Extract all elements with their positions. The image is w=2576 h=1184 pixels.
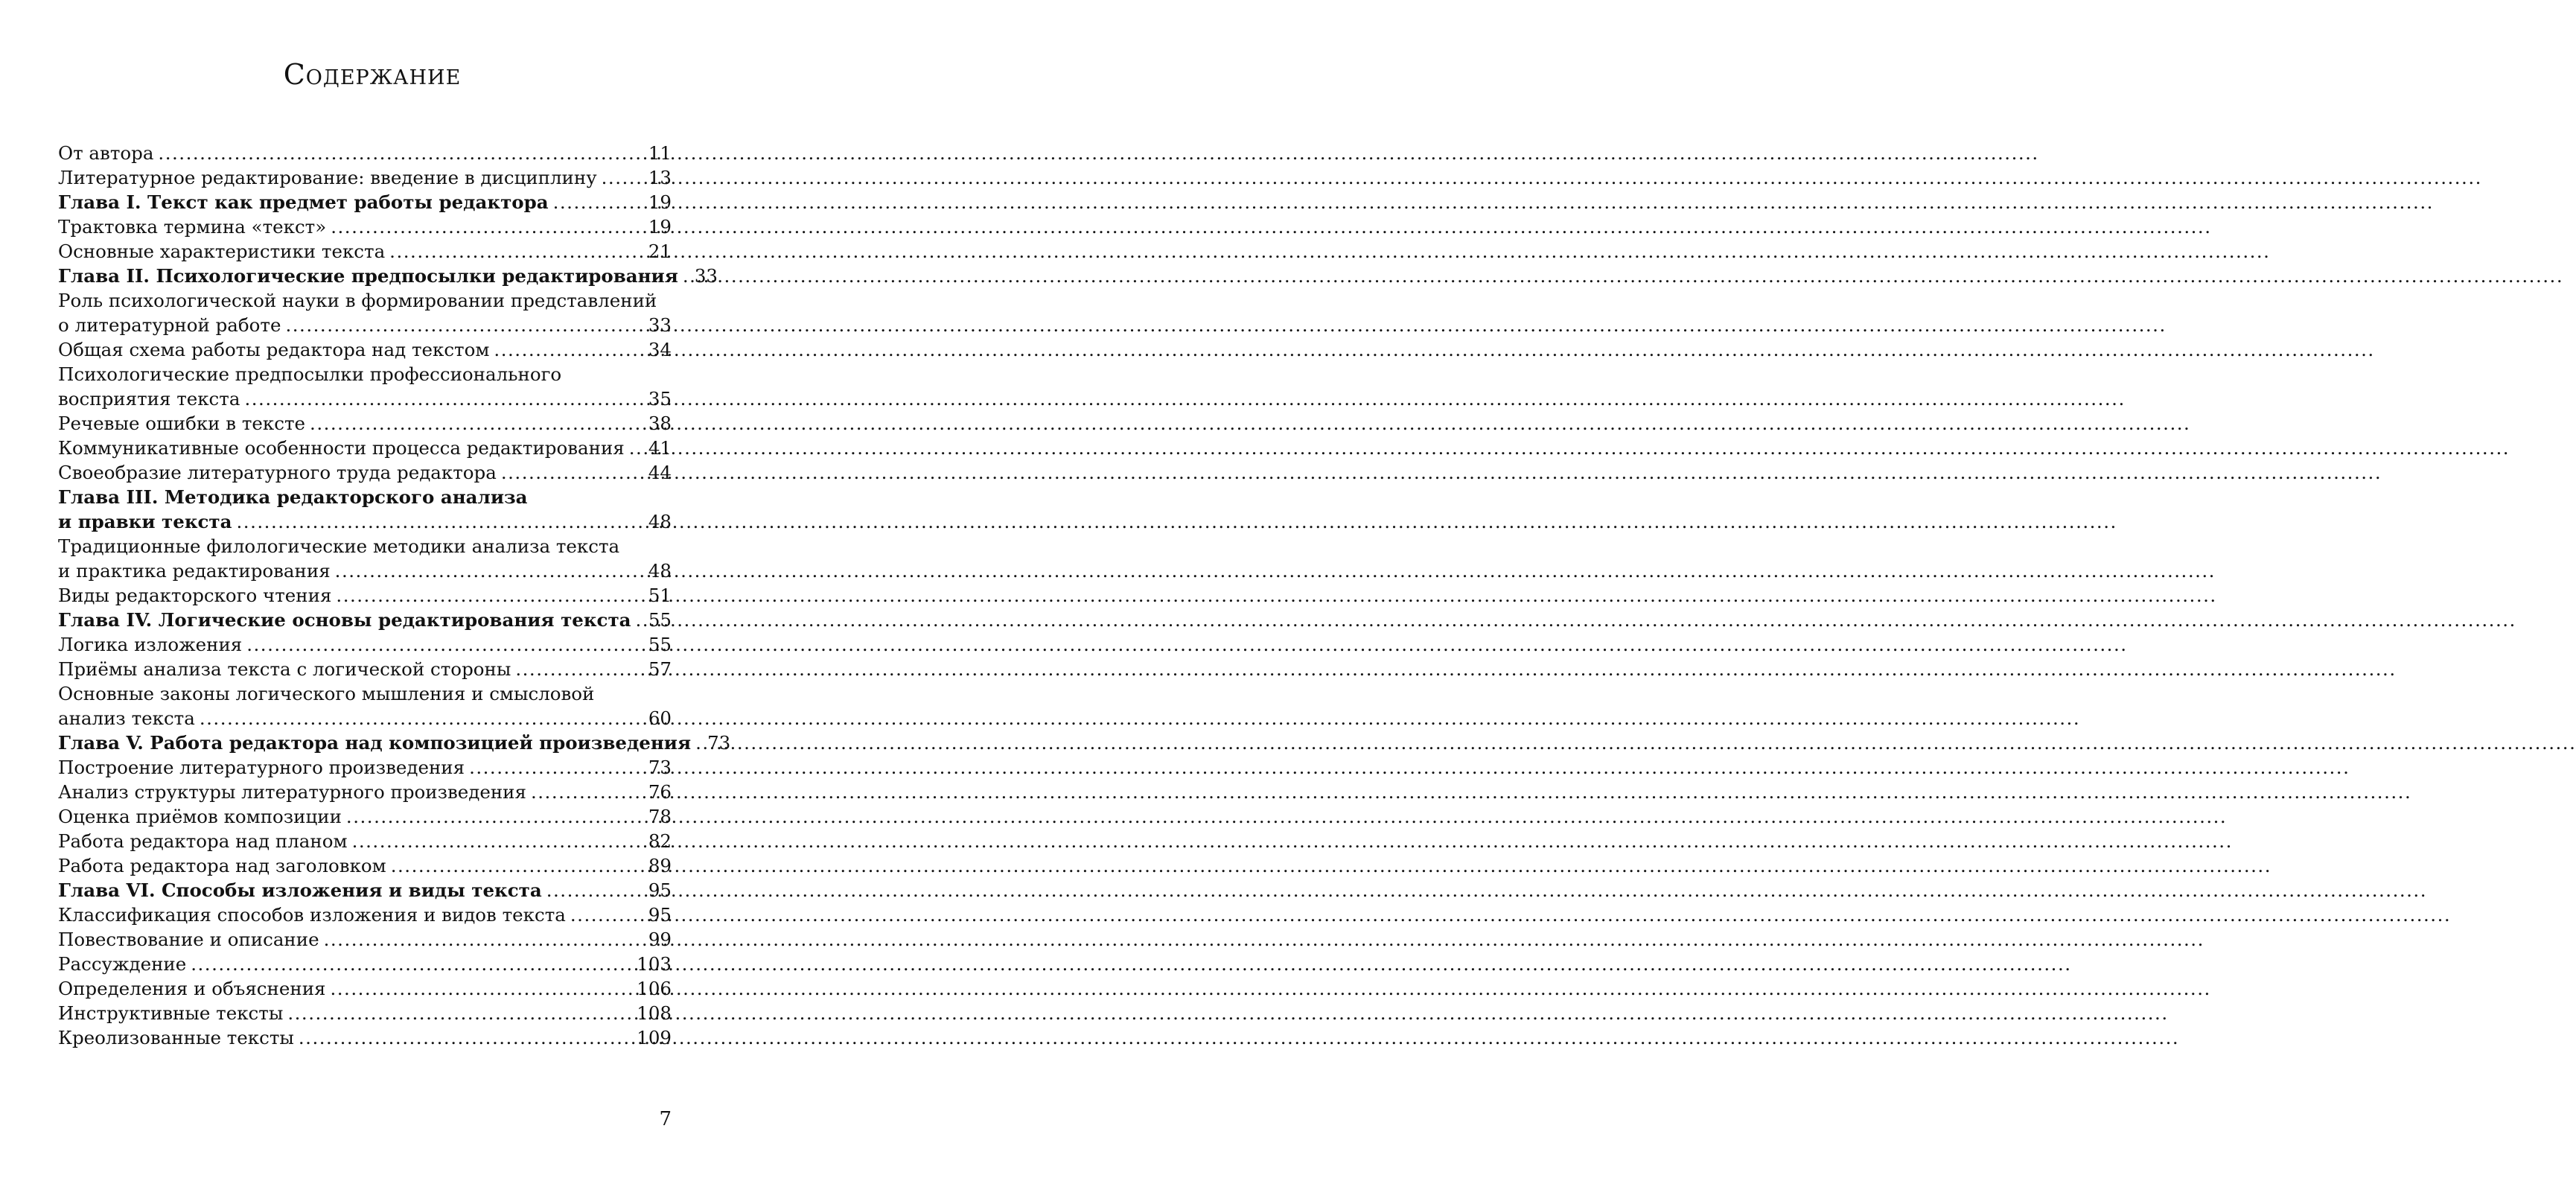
toc-dot-leader	[389, 239, 644, 264]
toc-entry	[58, 1025, 672, 1050]
page-number: 7	[659, 1108, 672, 1130]
toc-entry-page: 11	[648, 142, 672, 164]
toc-dot-leader	[531, 780, 644, 804]
toc-entry-page: 103	[637, 953, 672, 975]
toc-entry-page: 55	[648, 609, 672, 631]
toc-entry-title: Трактовка термина «текст»	[58, 216, 327, 238]
toc-entry	[58, 927, 672, 952]
toc-entry	[58, 460, 672, 485]
toc-entry-title: Психологические предпосылки профессионального	[58, 363, 562, 385]
toc-entry-title: Коммуникативные особенности процесса редактирования	[58, 437, 625, 459]
toc-entry-page: 44	[648, 462, 672, 483]
toc-entry-title: Построение литературного произведения	[58, 757, 465, 778]
toc-entry-title: Виды редакторского чтения	[58, 585, 332, 606]
toc-entry	[58, 583, 672, 608]
toc-entry	[58, 214, 672, 239]
toc-entry	[58, 288, 672, 313]
toc-dot-leader	[469, 755, 644, 780]
toc-dot-leader	[158, 141, 643, 165]
toc-entry-page: 13	[648, 167, 672, 188]
toc-entry-title: Глава II. Психологические предпосылки редактирования	[58, 265, 678, 287]
toc-dot-leader	[546, 878, 644, 903]
toc-entry-title: Определения и объяснения	[58, 978, 326, 999]
toc-entry-title: Креолизованные тексты	[58, 1027, 294, 1048]
page-title: Содержание	[283, 58, 462, 91]
toc-dot-leader	[200, 706, 644, 731]
toc-entry	[58, 853, 672, 878]
toc-entry	[58, 755, 672, 780]
toc-entry-title: Глава VI. Способы изложения и виды текста	[58, 879, 542, 901]
toc-entry	[58, 239, 672, 264]
toc-dot-leader	[391, 853, 644, 878]
toc-entry	[58, 362, 672, 386]
toc-chapter-entry	[58, 264, 718, 288]
toc-dot-leader	[570, 903, 644, 927]
toc-entry-page: 73	[648, 757, 672, 778]
toc-chapter-entry	[58, 878, 672, 903]
toc-entry-title: Анализ структуры литературного произведения	[58, 781, 526, 803]
toc-entry-page: 19	[648, 191, 672, 213]
toc-entry-page: 106	[637, 978, 672, 999]
toc-entry-title: восприятия текста	[58, 388, 240, 410]
toc-entry-title: Речевые ошибки в тексте	[58, 413, 306, 434]
toc-entry-page: 82	[648, 830, 672, 852]
toc-entry-page: 95	[648, 904, 672, 926]
toc-entry-title: о литературной работе	[58, 314, 281, 336]
toc-dot-leader	[335, 558, 644, 583]
toc-entry	[58, 411, 672, 436]
toc-entry-page: 19	[648, 216, 672, 238]
toc-dot-leader	[299, 1025, 632, 1050]
toc-entry	[58, 632, 672, 657]
toc-entry-title: и правки текста	[58, 511, 232, 532]
toc-entry-page: 57	[648, 658, 672, 680]
toc-chapter-entry	[58, 731, 731, 755]
toc-entry-page: 34	[648, 339, 672, 360]
toc-entry-page: 73	[707, 732, 731, 754]
toc-chapter-entry	[58, 190, 672, 214]
toc-entry-page: 78	[648, 806, 672, 827]
toc-entry-title: Глава V. Работа редактора над композицией произведения	[58, 732, 692, 754]
toc-entry	[58, 780, 672, 804]
toc-entry-title: Роль психологической науки в формировании представлений	[58, 290, 657, 311]
toc-chapter-entry	[58, 509, 672, 534]
toc-dot-leader	[324, 927, 644, 952]
toc-dot-leader	[352, 829, 644, 853]
toc-entry	[58, 952, 672, 976]
toc-dot-leader	[331, 214, 644, 239]
toc-entry-page: 48	[648, 560, 672, 582]
toc-entry-page: 109	[637, 1027, 672, 1048]
toc-entry-page: 95	[648, 879, 672, 901]
toc-entry-title: и практика редактирования	[58, 560, 331, 582]
toc-entry	[58, 1001, 672, 1025]
toc-entry	[58, 706, 672, 731]
toc-dot-leader	[553, 190, 644, 214]
toc-dot-leader	[602, 165, 644, 190]
toc-entry-title: От автора	[58, 142, 154, 164]
toc-entry-page: 48	[648, 511, 672, 532]
toc-dot-leader	[285, 313, 643, 337]
toc-dot-leader	[636, 608, 644, 632]
toc-entry	[58, 534, 672, 558]
toc-entry-title: анализ текста	[58, 707, 195, 729]
toc-entry	[58, 386, 672, 411]
toc-dot-leader	[695, 731, 703, 755]
toc-dot-leader	[237, 509, 644, 534]
toc-entry-page: 21	[648, 241, 672, 262]
toc-entry-title: Традиционные филологические методики анализа текста	[58, 535, 620, 557]
toc-entry	[58, 681, 672, 706]
toc-entry	[58, 829, 672, 853]
toc-entry-title: Глава I. Текст как предмет работы редактора	[58, 191, 549, 213]
toc-entry-title: Работа редактора над планом	[58, 830, 348, 852]
toc-chapter-entry	[58, 485, 672, 509]
toc-dot-leader	[501, 460, 644, 485]
toc-entry	[58, 313, 672, 337]
toc-dot-leader	[336, 583, 643, 608]
toc-entry-page: 51	[648, 585, 672, 606]
toc-entry-title: Глава IV. Логические основы редактирования текста	[58, 609, 631, 631]
toc-entry-page: 60	[648, 707, 672, 729]
toc-entry-page: 41	[648, 437, 672, 459]
toc-entry-title: Основные законы логического мышления и смысловой	[58, 683, 595, 704]
toc-dot-leader	[683, 264, 690, 288]
toc-entry-page: 33	[648, 314, 672, 336]
toc-entry	[58, 903, 672, 927]
toc-entry-page: 99	[648, 929, 672, 950]
book-page	[0, 0, 745, 1184]
toc-entry-page: 76	[648, 781, 672, 803]
toc-entry-title: Рассуждение	[58, 953, 187, 975]
toc-entry-title: Повествование и описание	[58, 929, 319, 950]
toc-entry	[58, 976, 672, 1001]
toc-entry-title: Работа редактора над заголовком	[58, 855, 386, 876]
toc-entry-title: Своеобразие литературного труда редактора	[58, 462, 497, 483]
table-of-contents	[58, 141, 731, 1050]
toc-dot-leader	[310, 411, 644, 436]
toc-entry-title: Приёмы анализа текста с логической стороны	[58, 658, 511, 680]
toc-entry-title: Логика изложения	[58, 634, 243, 655]
toc-dot-leader	[346, 804, 644, 829]
toc-entry-title: Оценка приёмов композиции	[58, 806, 342, 827]
toc-dot-leader	[244, 386, 643, 411]
toc-dot-leader	[330, 976, 632, 1001]
toc-dot-leader	[494, 337, 643, 362]
toc-entry-page: 89	[648, 855, 672, 876]
toc-entry-title: Глава III. Методика редакторского анализа	[58, 486, 528, 508]
toc-entry-title: Инструктивные тексты	[58, 1002, 284, 1024]
toc-entry	[58, 141, 672, 165]
toc-dot-leader	[629, 436, 644, 460]
toc-entry	[58, 804, 672, 829]
toc-entry	[58, 558, 672, 583]
toc-entry	[58, 436, 672, 460]
toc-dot-leader	[191, 952, 632, 976]
toc-entry-page: 55	[648, 634, 672, 655]
toc-dot-leader	[246, 632, 644, 657]
toc-chapter-entry	[58, 608, 672, 632]
toc-entry-title: Литературное редактирование: введение в дисциплину	[58, 167, 597, 188]
toc-entry	[58, 337, 672, 362]
toc-dot-leader	[287, 1001, 632, 1025]
toc-entry-page: 108	[637, 1002, 672, 1024]
toc-entry-page: 35	[648, 388, 672, 410]
toc-entry-page: 38	[648, 413, 672, 434]
toc-entry-title: Основные характеристики текста	[58, 241, 386, 262]
toc-entry-title: Общая схема работы редактора над текстом	[58, 339, 490, 360]
toc-entry	[58, 165, 672, 190]
toc-entry-page: 33	[694, 265, 718, 287]
toc-entry	[58, 657, 672, 681]
toc-entry-title: Классификация способов изложения и видов текста	[58, 904, 566, 926]
toc-dot-leader	[515, 657, 643, 681]
